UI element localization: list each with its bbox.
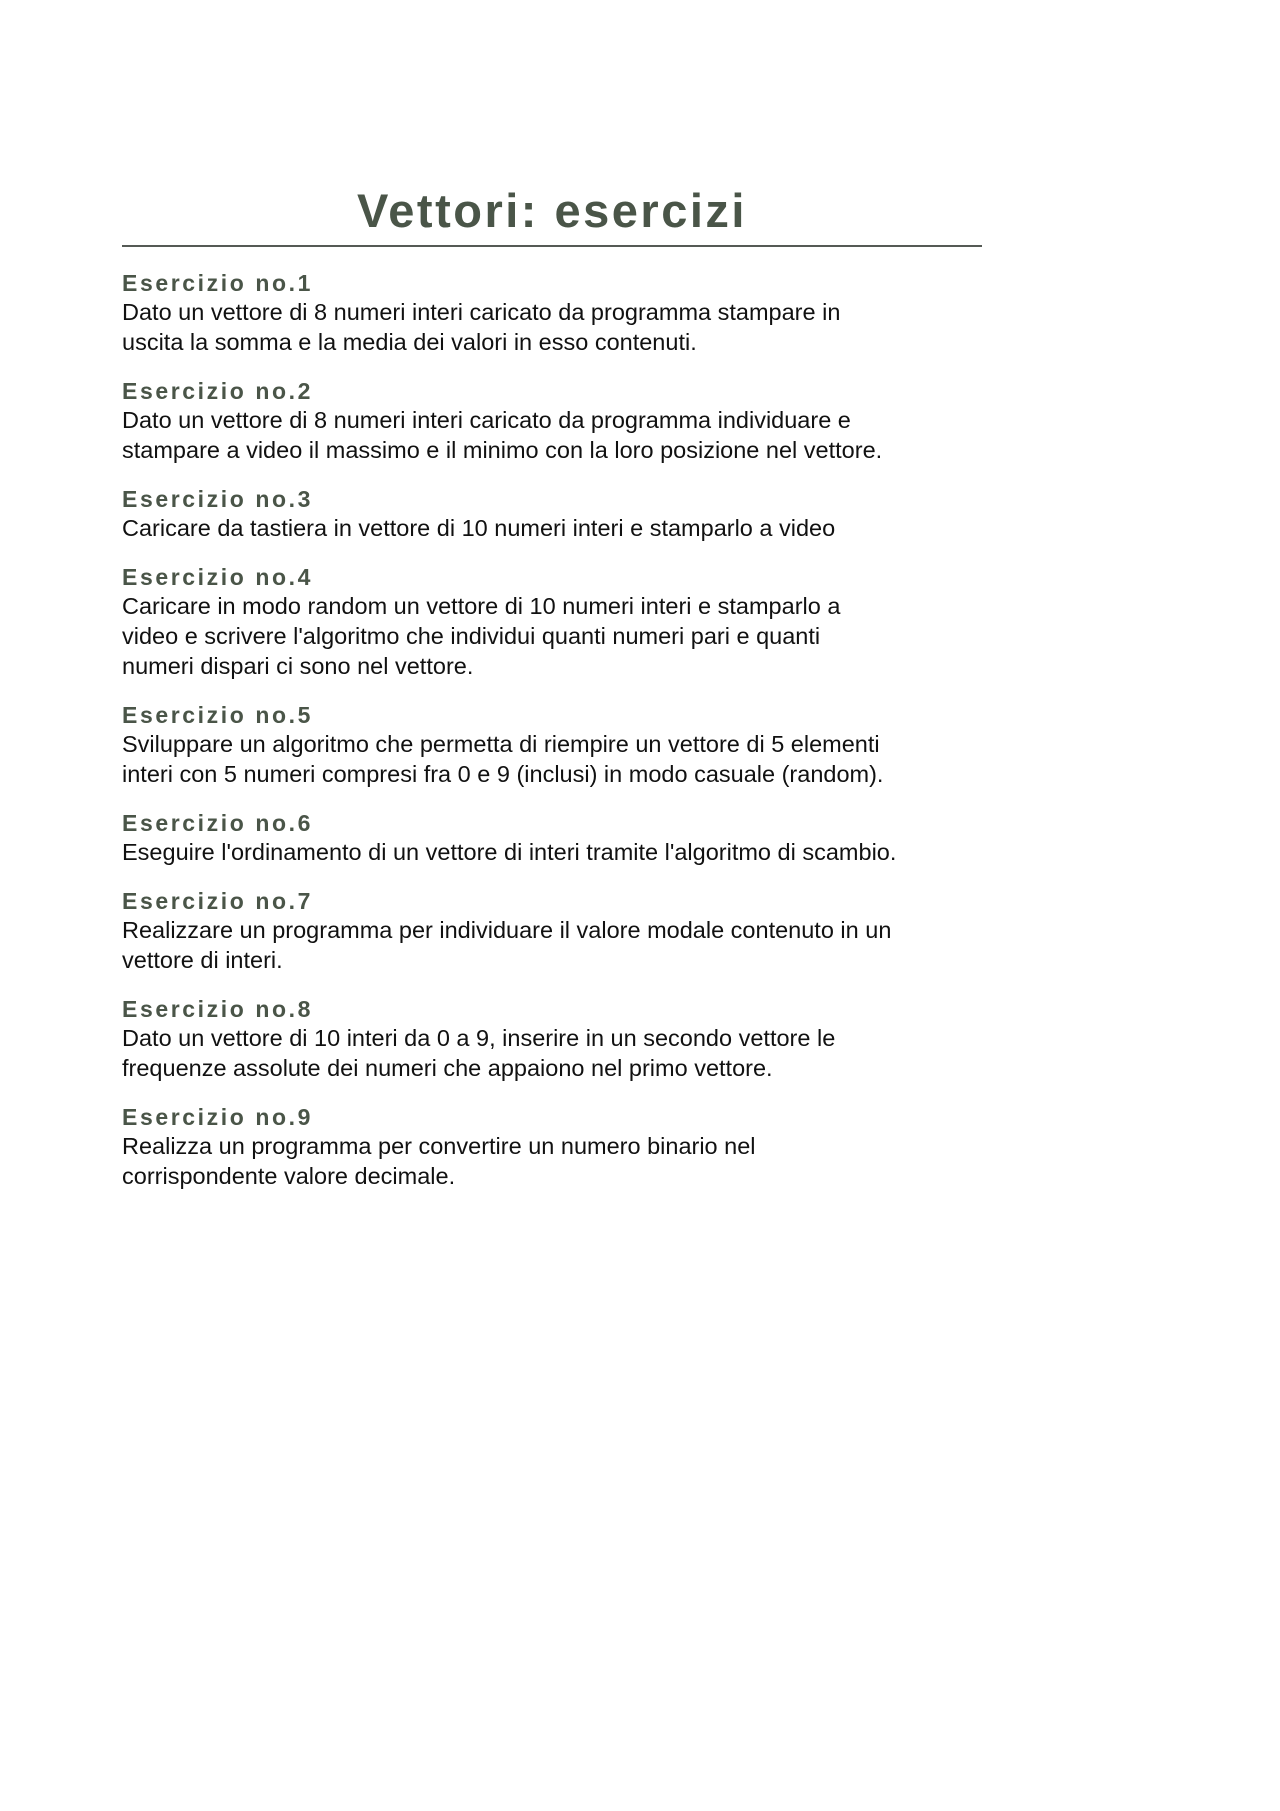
title-underline xyxy=(122,245,982,247)
exercise-heading: Esercizio no.5 xyxy=(122,702,314,728)
exercise-heading: Esercizio no.6 xyxy=(122,810,314,836)
exercise-heading: Esercizio no.9 xyxy=(122,1104,314,1130)
exercise-text: Caricare da tastiera in vettore di 10 numeri interi e stamparlo a video xyxy=(122,515,836,541)
exercise-heading: Esercizio no.7 xyxy=(122,888,314,914)
exercise-text: Dato un vettore di 8 numeri interi caricato da programma stampare in uscita la somma e la media dei valori in esso contenuti. xyxy=(122,299,841,355)
exercise-text: Dato un vettore di 10 interi da 0 a 9, inserire in un secondo vettore le frequenze assolute dei numeri che appaiono nel primo vettore. xyxy=(122,1025,836,1081)
exercise-1 xyxy=(122,269,982,357)
exercise-heading: Esercizio no.1 xyxy=(122,270,314,296)
exercise-text: Realizzare un programma per individuare il valore modale contenuto in un vettore di interi. xyxy=(122,917,892,973)
exercise-heading: Esercizio no.8 xyxy=(122,996,314,1022)
exercise-text: Realizza un programma per convertire un numero binario nel corrispondente valore decimale. xyxy=(122,1133,756,1189)
exercise-text: Caricare in modo random un vettore di 10 numeri interi e stamparlo a video e scrivere l'algoritmo che individui quanti numeri pari e quanti numeri dispari ci sono nel vettore. xyxy=(122,593,841,679)
exercise-9 xyxy=(122,1103,982,1191)
exercise-6 xyxy=(122,809,982,867)
exercise-7 xyxy=(122,887,982,975)
exercise-text: Dato un vettore di 8 numeri interi caricato da programma individuare e stampare a video il massimo e il minimo con la loro posizione nel vettore. xyxy=(122,407,883,463)
exercise-3 xyxy=(122,485,982,543)
page-title: Vettori: esercizi xyxy=(357,184,747,237)
document-page xyxy=(122,180,982,1211)
exercise-5 xyxy=(122,701,982,789)
exercise-text: Sviluppare un algoritmo che permetta di riempire un vettore di 5 elementi interi con 5 numeri compresi fra 0 e 9 (inclusi) in modo casuale (random). xyxy=(122,731,884,787)
exercise-4 xyxy=(122,563,982,681)
exercise-heading: Esercizio no.2 xyxy=(122,378,314,404)
exercise-2 xyxy=(122,377,982,465)
exercise-heading: Esercizio no.3 xyxy=(122,486,314,512)
exercise-8 xyxy=(122,995,982,1083)
exercise-heading: Esercizio no.4 xyxy=(122,564,314,590)
exercise-text: Eseguire l'ordinamento di un vettore di interi tramite l'algoritmo di scambio. xyxy=(122,839,897,865)
